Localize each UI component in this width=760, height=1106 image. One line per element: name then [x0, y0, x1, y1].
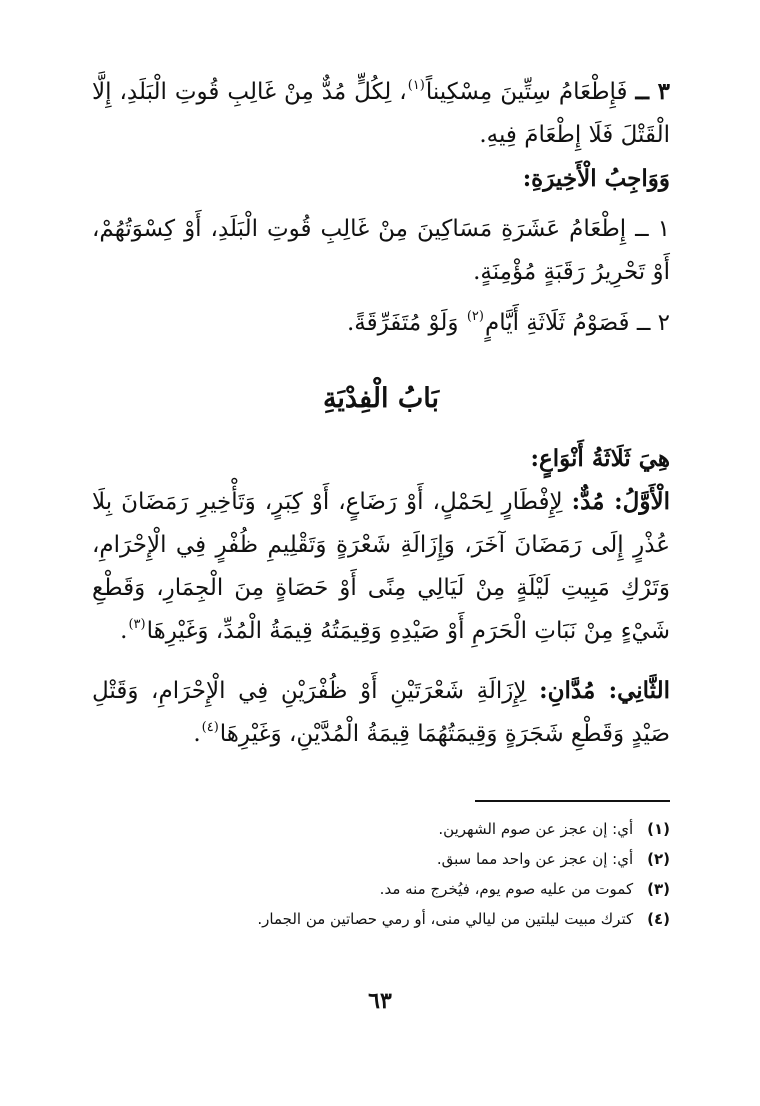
footnote-ref-1[interactable]: (١)	[407, 78, 425, 93]
footnote-item	[92, 844, 670, 874]
footnote-text: أي: إن عجز عن واحد مما سبق.	[436, 850, 634, 868]
footnote-item	[92, 904, 670, 934]
item-text-rest: وَلَوْ مُتَفَرِّقَةً.	[346, 310, 459, 336]
type-text-second: لِإِزَالَةِ شَعْرَتَيْنِ أَوْ ظُفْرَيْنِ فِي الْإِحْرَامِ، وَقَتْلِ صَيْدٍ وَقَطْعِ شَجَرَةٍ وَقِيمَتُهُمَا قِيمَةُ الْمُدَّيْنِ، وَغَيْرِهَا	[92, 678, 670, 747]
footnote-item	[92, 874, 670, 904]
paragraph-item-1: ١ ــ إِطْعَامُ عَشَرَةِ مَسَاكِينَ مِنْ غَالِبِ قُوتِ الْبَلَدِ، أَوْ كِسْوَتُهُمْ، أَوْ تَحْرِيرُ رَقَبَةٍ مُؤْمِنَةٍ.	[92, 216, 670, 285]
section-intro: هِيَ ثَلَاثَةُ أَنْوَاعٍ:	[530, 445, 670, 472]
item-text: ٢ ــ فَصَوْمُ ثَلَاثَةِ أَيَّامٍ	[484, 310, 670, 336]
footnote-number: (١)	[647, 820, 670, 838]
type-label-second: الثَّانِي: مُدَّانِ:	[539, 677, 670, 704]
type-text-first: لِإِفْطَارٍ لِحَمْلٍ، أَوْ رَضَاعٍ، أَوْ كِبَرٍ، وَتَأْخِيرِ رَمَضَانَ بِلَا عُذْرٍ إِلَى رَمَضَانَ آخَرَ، وَإِزَالَةِ شَعْرَةٍ وَتَقْلِيمِ ظُفْرٍ فِي الْإِحْرَامِ، وَتَرْكِ مَبِيتِ لَيْلَةٍ مِنْ لَيَالِي مِنًى أَوْ حَصَاةٍ مِنَ الْجِمَارِ، وَقَطْعِ شَيْءٍ مِنْ نَبَاتِ الْحَرَمِ أَوْ صَيْدِهِ وَقِيمَتُهُ قِيمَةُ الْمُدِّ، وَغَيْرِهَا	[92, 489, 670, 644]
paragraph-item-2	[92, 302, 670, 345]
footnote-ref-3[interactable]: (٣)	[128, 617, 146, 632]
paragraph-type-second: الثَّانِي: مُدَّانِ: لِإِزَالَةِ شَعْرَتَيْنِ أَوْ ظُفْرَيْنِ فِي الْإِحْرَامِ، وَقَتْلِ صَيْدٍ وَقَطْعِ شَجَرَةٍ وَقِيمَتُهُمَا قِيمَةُ الْمُدَّيْنِ، وَغَيْرِهَا$^{(٤)}$.	[92, 677, 670, 747]
section-title: بَابُ الْفِدْيَةِ	[322, 383, 440, 414]
page-number: ٦٣	[368, 988, 392, 1014]
footnote-number: (٣)	[647, 880, 670, 898]
footnote-ref-4[interactable]: (٤)	[201, 720, 219, 735]
footnote-number: (٢)	[647, 850, 670, 868]
paragraph-type-first: الْأَوَّلُ: مُدٌّ: لِإِفْطَارٍ لِحَمْلٍ، أَوْ رَضَاعٍ، أَوْ كِبَرٍ، وَتَأْخِيرِ رَمَضَانَ بِلَا عُذْرٍ إِلَى رَمَضَانَ آخَرَ، وَإِزَالَةِ شَعْرَةٍ وَتَقْلِيمِ ظُفْرٍ فِي الْإِحْرَامِ، وَتَرْكِ مَبِيتِ لَيْلَةٍ مِنْ لَيَالِي مِنًى أَوْ حَصَاةٍ مِنَ الْجِمَارِ، وَقَطْعِ شَيْءٍ مِنْ نَبَاتِ الْحَرَمِ أَوْ صَيْدِهِ وَقِيمَتُهُ قِيمَةُ الْمُدِّ، وَغَيْرِهَا$^{(٣)}$.	[92, 488, 670, 644]
item-text-rest: ، لِكُلٍّ مُدٌّ مِنْ غَالِبِ قُوتِ الْبَلَدِ، إِلَّا الْقَتْلَ فَلَا إِطْعَامَ فِيهِ.	[92, 79, 670, 148]
footnote-text: كموت من عليه صوم يوم، فيُخرج منه مد.	[379, 880, 634, 898]
item-number: ٣ ــ	[635, 78, 671, 105]
footnote-item	[92, 814, 670, 844]
footnotes-list	[92, 814, 670, 934]
subheading-last-obligation: وَوَاجِبُ الْأَخِيرَةِ:	[522, 165, 670, 192]
footnote-divider	[475, 800, 670, 802]
page-content	[92, 70, 670, 1106]
paragraph-item-3	[92, 70, 670, 157]
footnote-text: أي: إن عجز عن صوم الشهرين.	[438, 820, 634, 838]
item-text: فَإِطْعَامُ سِتِّينَ مِسْكِيناً	[425, 79, 628, 105]
footnote-number: (٤)	[647, 910, 670, 928]
type-label-first: الْأَوَّلُ: مُدٌّ:	[571, 488, 670, 515]
footnote-text: كترك مبيت ليلتين من ليالي منى، أو رمي حصاتين من الجمار.	[257, 910, 634, 928]
footnote-ref-2[interactable]: (٢)	[466, 309, 484, 324]
